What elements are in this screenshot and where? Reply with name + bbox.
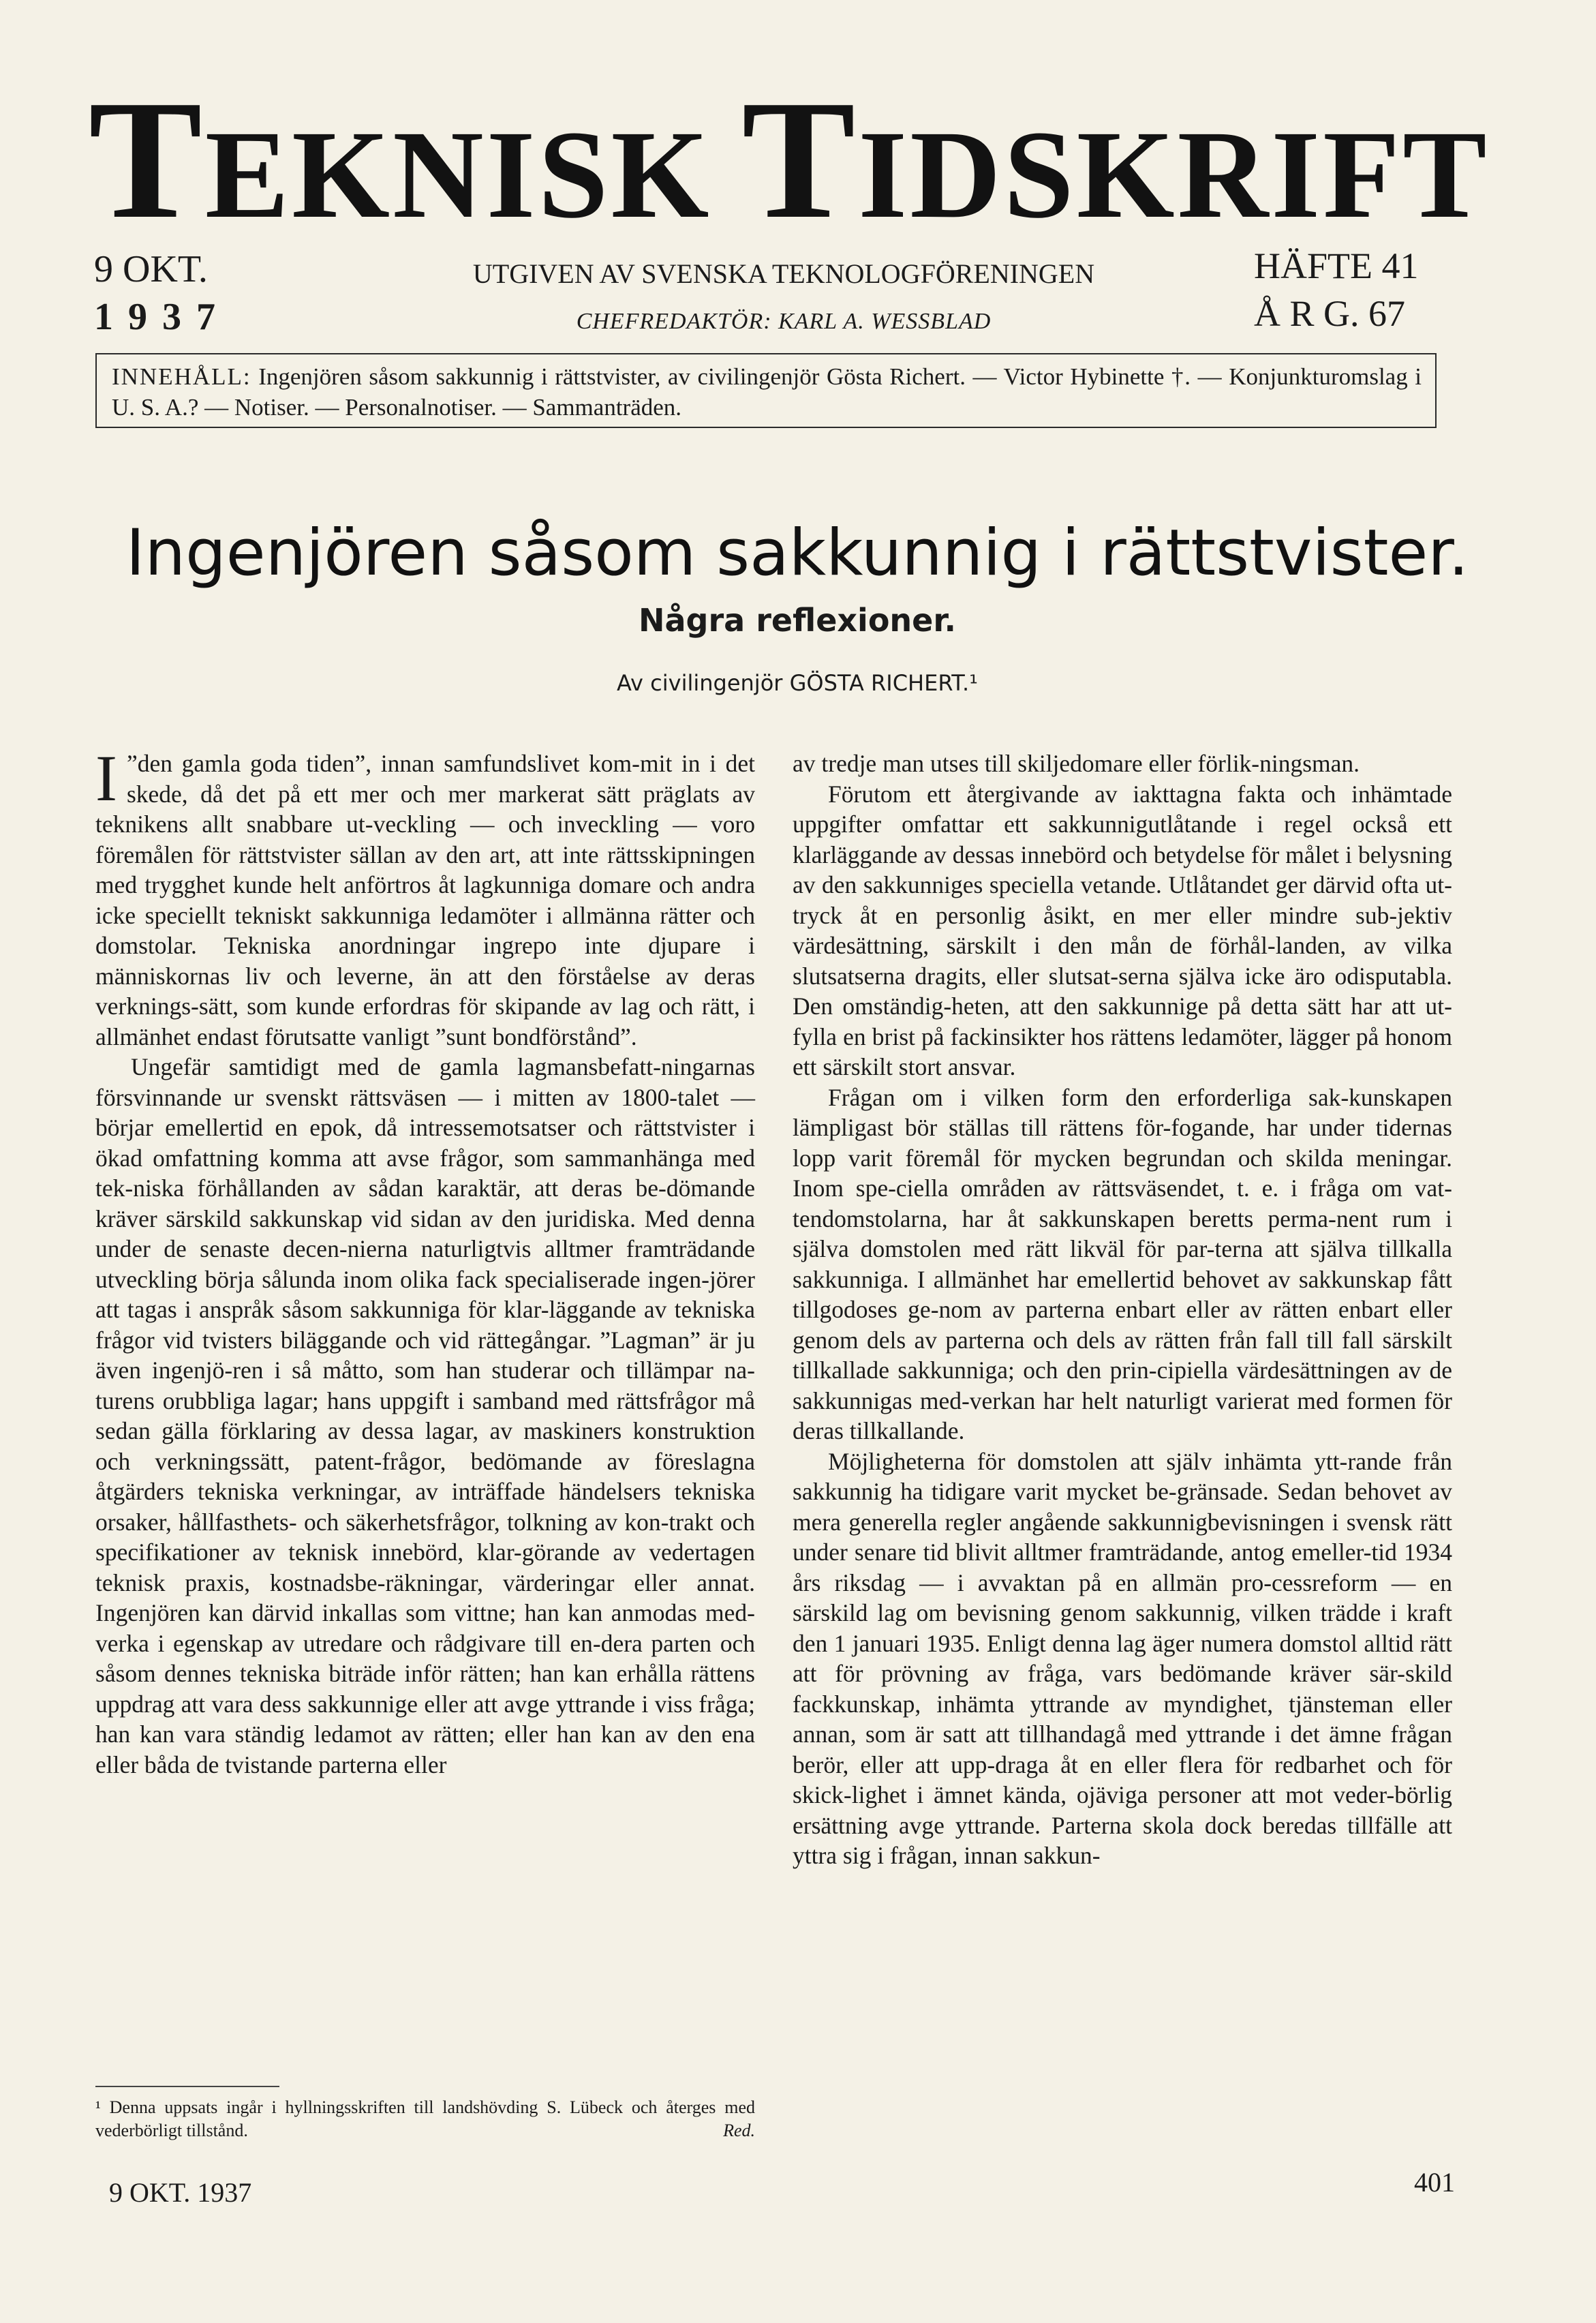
paragraph-text: ”den gamla goda tiden”, innan samfundslivet kom-mit in i det skede, då det på ett mer och mer markerat sätt präglats av teknikens allt snabbare ut-veckling — och inveckling — voro föremålen för rättstvister sällan av den art, att inte rättsskipningen med trygghet kunde helt anförtros åt lagkunniga domare och andra icke speciellt tekniskt sakkunniga ledamöter i allmänna rätter och domstolar. Tekniska anordningar ingrepo inte djupare i människornas liv och leverne, än att den förståelse av deras verknings-sätt, som kunde erfordras för skipande av lag och rätt, i allmänhet endast förutsatte vanligt ”sunt bondförstånd”. <box>95 750 755 1050</box>
issue-date-block <box>94 245 230 341</box>
footnote-signature: Red. <box>723 2121 755 2140</box>
masthead-word-1: EKNISK <box>204 105 712 245</box>
issue-number-block <box>1254 242 1419 337</box>
publisher-line: UTGIVEN AV SVENSKA TEKNOLOGFÖRENINGEN <box>472 258 1095 289</box>
contents-text: Ingenjören såsom sakkunnig i rättstvister, av civilingenjör Gösta Richert. — Victor Hybinette †. — Konjunkturomslag i U. S. A.? — Notiser. — Personalnotiser. — Sammanträden. <box>112 363 1422 421</box>
contents-box <box>95 353 1437 428</box>
article-paragraph: Förutom ett återgivande av iakttagna fakta och inhämtade uppgifter omfattar ett sakkunnigutlåtande i regel också ett klarläggande av dessas innebörd och betydelse för målet i belysning av den sakkunniges speciella vetande. Utlåtandet ger därvid ofta ut-tryck åt en personlig åsikt, en mer eller mindre sub-jektiv värdesättning, särskilt i den mån de förhål-landen, av vilka slutsatserna dragits, eller slutsat-serna själva icke äro odisputabla. Den omständig-heten, att den sakkunnige på detta sätt har att ut-fylla en brist på fackinsikter hos rättens ledamöter, lägger på honom ett särskilt stort ansvar. <box>793 780 1452 1080</box>
masthead-title <box>89 65 1490 254</box>
footer-date: 9 OKT. 1937 <box>109 2177 252 2208</box>
article-column-right <box>793 748 1452 1871</box>
article-subtitle: Några reflexioner. <box>639 602 956 639</box>
article-paragraph <box>95 742 755 1052</box>
article-title: Ingenjören såsom sakkunnig i rättstvister. <box>125 516 1469 590</box>
drop-cap: I <box>95 742 117 815</box>
masthead-cap-1: T <box>89 65 205 254</box>
article-paragraph: av tredje man utses till skiljedomare eller förlik-ningsman. <box>793 750 1360 777</box>
article-column-left <box>95 742 755 1780</box>
footnote-divider <box>95 2086 279 2087</box>
article-paragraph: Frågan om i vilken form den erforderliga sak-kunskapen lämpligast bör ställas till rättens för-fogande, har under tidernas lopp varit föremål för mycken begrundan och skilda meningar. Inom spe-ciella områden av rättsväsendet, t. e. i fråga om vat-tendomstolarna, har åt sakkunskapen beretts perma-nent rum i själva domstolen med rätt likväl för par-terna att själva tillkalla sakkunniga. I allmänhet har emellertid behovet av sakkunskap fått tillgodoses ge-nom av parterna enbart eller av rätten enbart eller genom dels av parterna och dels av rätten från fall till fall särskilt tillkallade sakkunniga; och den prin-cipiella värdesättningen av de sakkunnigas med-verkan har helt naturligt varierat med formen för deras tillkallande. <box>793 1083 1452 1444</box>
issue-date: 9 OKT. <box>94 248 208 290</box>
article-paragraph: Möjligheterna för domstolen att själv inhämta ytt-rande från sakkunnig ha tidigare varit mycket be-gränsade. Sedan behovet av mera generella regler angående sakkunnigbevisningen i svensk rätt under senare tid blivit alltmer framträdande, antog emeller-tid 1934 års riksdag — i avvaktan på en allmän pro-cessreform — en särskild lag om bevisning genom sakkunnig, vilken trädde i kraft den 1 januari 1935. Enligt denna lag äger numera domstol alltid rätt att för prövning av fråga, vars bedömande kräver sär-skild fackkunskap, inhämta yttrande av myndighet, tjänsteman eller annan, som är satt att tillhandagå med yttrande i det ämne frågan berör, eller att upp-draga åt en eller flera för redbarhet och för skick-lighet i ämnet kända, ojäviga personer att mot veder-börlig ersättning avge yttrande. Parterna skola dock beredas tillfälle att yttra sig i frågan, innan sakkun- <box>793 1447 1452 1869</box>
footnote-text: ¹ Denna uppsats ingår i hyllningsskriften till landshövding S. Lübeck och återges med vederbörligt tillstånd. <box>95 2097 755 2140</box>
editor-line: CHEFREDAKTÖR: KARL A. WESSBLAD <box>576 309 992 334</box>
publisher-block <box>409 254 1158 342</box>
issue-year: 1937 <box>94 296 230 338</box>
page-number: 401 <box>1414 2167 1455 2198</box>
volume-number: Å R G. 67 <box>1254 293 1406 334</box>
masthead-word-2: IDSKRIFT <box>858 105 1490 245</box>
article-byline: Av civilingenjör GÖSTA RICHERT.¹ <box>617 670 978 696</box>
article-paragraph: Ungefär samtidigt med de gamla lagmansbefatt-ningarnas försvinnande ur svenskt rättsväsen — i mitten av 1800-talet — börjar emellertid en epok, då intressemotsatser och rättstvister i ökad omfattning komma att avse frågor, som sammanhänga med tek-niska förhållanden av sådan karaktär, att deras be-dömande kräver särskild sakkunskap vid sidan av den juridiska. Med denna under de senaste decen-nierna naturligtvis alltmer framträdande utveckling börja sålunda inom olika fack specialiserade ingen-jörer att tagas i anspråk såsom sakkunniga för klar-läggande av tekniska frågor vid tvisters biläggande och vid rättegångar. ”Lagman” är ju även ingenjö-ren i så måtto, som han studerar och tillämpar na-turens orubbliga lagar; hans uppgift i samband med rättsfrågor må sedan gälla förklaring av dessa lagar, av maskiners konstruktion och verkningssätt, patent-frågor, bedömande av föreslagna åtgärders tekniska verkningar, av inträffade händelsers tekniska orsaker, hållfasthets- och säkerhetsfrågor, tolkning av kon-trakt och specifikationer av teknisk innebörd, klar-görande av vedertagen teknisk praxis, kostnadsbe-räkningar, värderingar eller annat. Ingenjören kan därvid inkallas som vittne; han kan anmodas med-verka i egenskap av utredare och rådgivare till en-dera parten och såsom dennes tekniska biträde inför rätten; han kan erhålla rättens uppdrag att vara dess sakkunnige eller att avge yttrande i viss fråga; han kan vara ständig ledamot av rätten; eller han kan av den ena eller båda de tvistande parterna eller <box>95 1053 755 1778</box>
issue-number: HÄFTE 41 <box>1254 245 1419 286</box>
footnote <box>95 2096 755 2142</box>
masthead-cap-2: T <box>741 65 859 254</box>
contents-label: INNEHÅLL: <box>112 363 251 390</box>
